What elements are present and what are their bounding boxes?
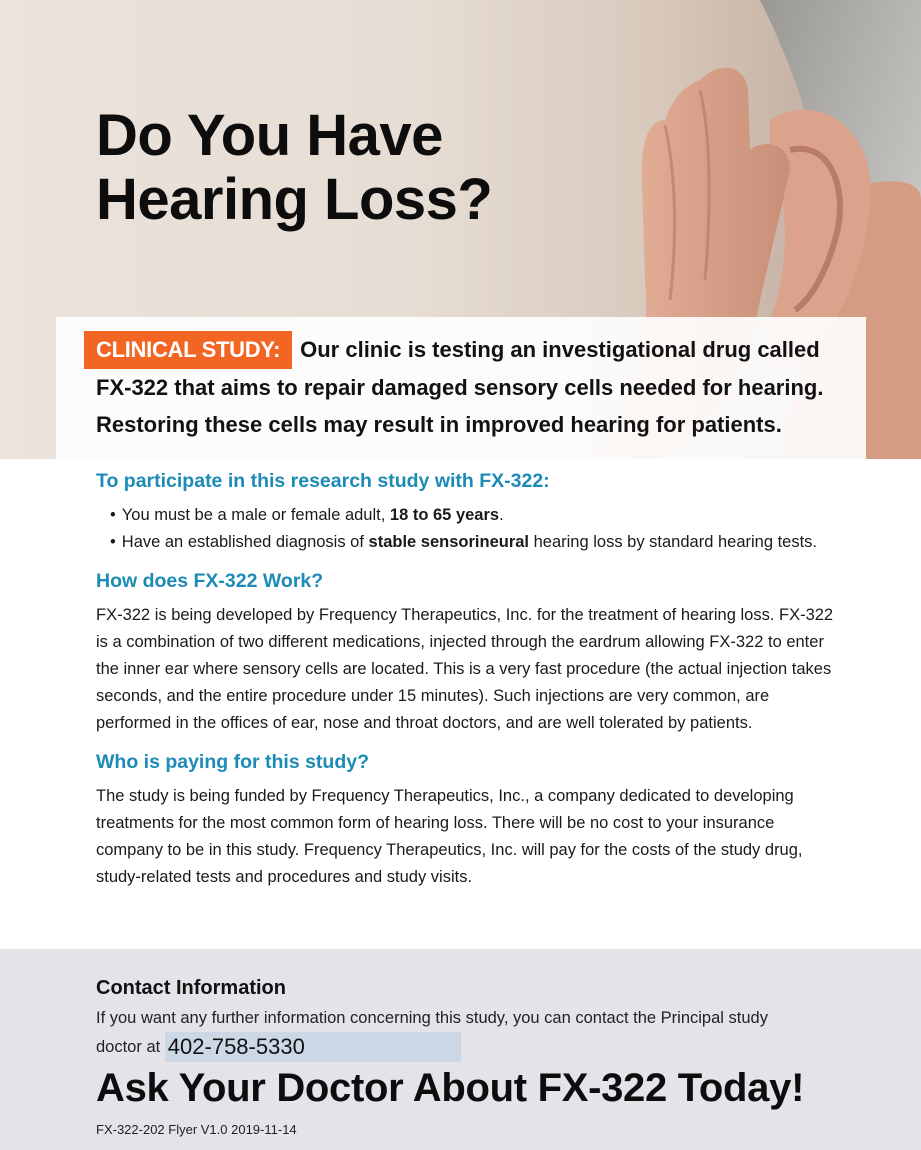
contact-text: [96, 1004, 816, 1062]
bullet-text: Have an established diagnosis of: [121, 533, 369, 551]
list-item: [110, 529, 836, 556]
funding-heading: Who is paying for this study?: [96, 751, 369, 773]
funding-body: The study is being funded by Frequency Therapeutics, Inc., a company dedicated to developing treatments for the most common form of hearing loss. There will be no cost to your insurance company to be in this study. Frequency Therapeutics, Inc. will pay for the costs of the study drug, study-related tests and procedures and study visits.: [96, 787, 803, 886]
bullet-emphasis: 18 to 65 years: [389, 506, 500, 524]
title-line-2: Hearing Loss?: [96, 167, 493, 232]
participate-heading: To participate in this research study with FX-322:: [96, 470, 550, 492]
title-line-1: Do You Have: [96, 103, 443, 168]
bullet-emphasis: stable sensorineural: [368, 533, 530, 551]
callout-text-block: [96, 331, 856, 444]
callout-description: Our clinic is testing an investigational drug called FX-322 that aims to repair damaged sensory cells needed for hearing. Restoring these cells may result in improved hearing for patients.: [96, 337, 824, 437]
contact-footer: [0, 949, 921, 1150]
how-it-works-heading: How does FX-322 Work?: [96, 570, 324, 592]
clinical-study-callout: [56, 317, 866, 459]
main-content: [96, 466, 836, 891]
how-it-works-body: FX-322 is being developed by Frequency Therapeutics, Inc. for the treatment of hearing loss. FX-322 is a combination of two different medications, injected through the eardrum allowing FX-322 to enter the inner ear where sensory cells are located. This is a very fast procedure (the actual injection takes seconds, and the entire procedure under 15 minutes). Such injections are very common, are performed in the offices of ear, nose and throat doctors, and are well tolerated by patients.: [96, 606, 834, 732]
page-title: [96, 104, 492, 232]
phone-number-link[interactable]: 402-758-5330: [165, 1032, 461, 1062]
bullet-text: .: [499, 506, 504, 524]
contact-title: Contact Information: [96, 977, 286, 999]
list-item: [110, 502, 836, 529]
eligibility-list: [96, 502, 836, 556]
clinical-study-badge: CLINICAL STUDY:: [84, 331, 292, 369]
call-to-action: Ask Your Doctor About FX-322 Today!: [96, 1066, 805, 1110]
bullet-text: hearing loss by standard hearing tests.: [529, 533, 818, 551]
bullet-text: You must be a male or female adult,: [121, 506, 390, 524]
document-id: FX-322-202 Flyer V1.0 2019-11-14: [96, 1122, 297, 1137]
contact-description: If you want any further information concerning this study, you can contact the Principal study doctor at: [96, 1009, 768, 1056]
hero-banner: [0, 0, 921, 459]
